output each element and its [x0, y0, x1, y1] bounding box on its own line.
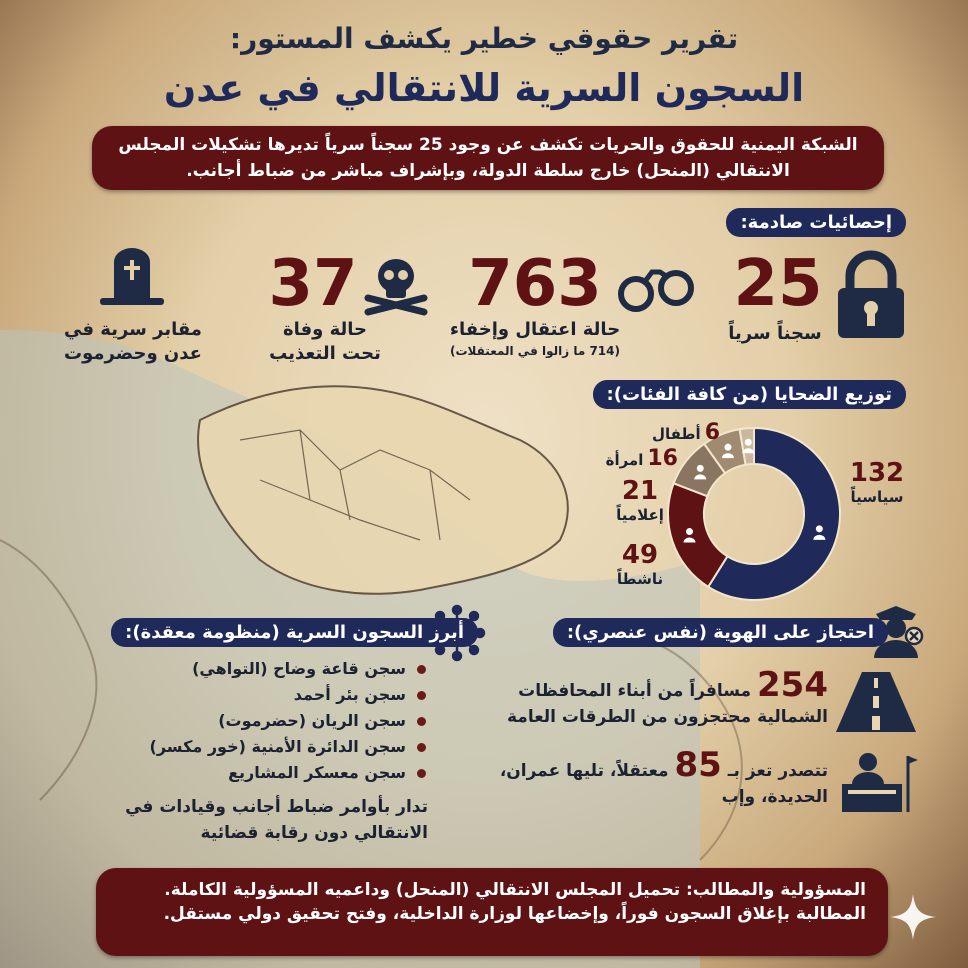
- prisons-heading: أبرز السجون السرية (منظومة معقدة):: [111, 618, 478, 647]
- stat-detentions-sub: (714 ما زالوا في المعتقلات): [450, 344, 620, 358]
- footer-line-2: المطالبة بإغلاق السجون فوراً، وإخضاعها لوزارة الداخلية، وفتح تحقيق دولي مستقل.: [163, 904, 866, 924]
- prisons-note: تدار بأوامر ضباط أجانب وقيادات في الانتقالي دون رقابة قضائية: [125, 797, 428, 843]
- identity-item-1-value: 254: [757, 665, 828, 705]
- victim-activists-value: 49: [621, 540, 659, 570]
- gravestone-icon: [92, 246, 172, 308]
- prison-item: سجن قاعة وضاح (التواهي): [98, 656, 428, 682]
- stat-deaths-label-2: تحت التعذيب: [269, 343, 381, 364]
- victim-women-value: 16: [647, 446, 678, 471]
- identity-item-1: [488, 665, 828, 730]
- victim-label-journalists: [610, 476, 670, 524]
- victim-label-women: [605, 446, 678, 471]
- victim-label-children: [650, 420, 720, 445]
- intro-banner: الشبكة اليمنية للحقوق والحريات تكشف عن وجود 25 سجناً سرياً تديرها تشكيلات المجلس الانتقالي (المنحل) خارج سلطة الدولة، وبإشراف مباشر من ضباط أجانب.: [92, 126, 884, 190]
- victim-children-value: 6: [704, 420, 720, 445]
- stat-detentions-label: حالة اعتقال وإخفاء: [449, 319, 621, 340]
- sparkle-icon: [890, 894, 936, 940]
- road-icon: [836, 672, 916, 732]
- victim-journalists-value: 21: [621, 476, 659, 506]
- prison-item: سجن معسكر المشاريع: [98, 760, 428, 786]
- footer-line-1: المسؤولية والمطالب: تحميل المجلس الانتقالي (المنحل) وداعميه المسؤولية الكاملة.: [164, 880, 866, 900]
- victim-politicians-label: سياسياً: [850, 488, 904, 506]
- prison-item: سجن الدائرة الأمنية (خور مكسر): [98, 734, 428, 760]
- stat-graves-label-1: مقابر سرية في: [64, 319, 202, 340]
- victims-donut-chart: [664, 424, 844, 604]
- stat-prisons-value: 25: [733, 247, 823, 321]
- lock-icon: [832, 250, 910, 340]
- identity-item-2-value: 85: [674, 745, 722, 785]
- prisons-list: [98, 656, 428, 786]
- stat-deaths-value: 37: [268, 247, 358, 321]
- victim-label-politicians: [842, 458, 912, 506]
- identity-item-2-pre: تتصدر تعز بـ: [727, 761, 828, 781]
- victims-heading: توزيع الضحايا (من كافة الفئات):: [593, 380, 906, 409]
- stats-heading: إحصائيات صادمة:: [726, 208, 906, 237]
- stat-deaths-label-1: حالة وفاة: [282, 319, 368, 340]
- identity-heading: احتجاز على الهوية (نفس عنصري):: [553, 618, 888, 647]
- checkpoint-desk-icon: [838, 748, 918, 814]
- victim-politicians-value: 132: [849, 458, 905, 488]
- identity-item-2-post: معتقلاً، تليها عمران، الحديدة، وإب: [499, 761, 828, 807]
- stat-prisons-label: سجناً سرياً: [728, 323, 822, 344]
- stat-detentions-value: 763: [468, 247, 602, 321]
- stat-graves-label-2: عدن وحضرموت: [64, 343, 202, 364]
- donut-slice-activists: [668, 483, 727, 586]
- handcuffs-icon: [616, 258, 696, 318]
- identity-item-2: [488, 745, 828, 810]
- prison-item: سجن الريان (حضرموت): [98, 708, 428, 734]
- victim-label-activists: [610, 540, 670, 588]
- victim-children-label: أطفال: [651, 425, 701, 443]
- skull-crossbones-icon: [360, 254, 432, 316]
- footer-banner: [96, 868, 888, 956]
- victim-women-label: امرأة: [605, 451, 644, 469]
- victim-activists-label: ناشطاً: [616, 570, 664, 588]
- title-line-1: تقرير حقوقي خطير يكشف المستور:: [229, 22, 739, 55]
- title-line-2: السجون السرية للانتقالي في عدن: [163, 66, 805, 110]
- victim-journalists-label: إعلامياً: [616, 506, 664, 524]
- identity-item-1-text: مسافراً من أبناء المحافظات الشمالية محتجزون من الطرقات العامة: [506, 681, 828, 727]
- prison-item: سجن بئر أحمد: [98, 682, 428, 708]
